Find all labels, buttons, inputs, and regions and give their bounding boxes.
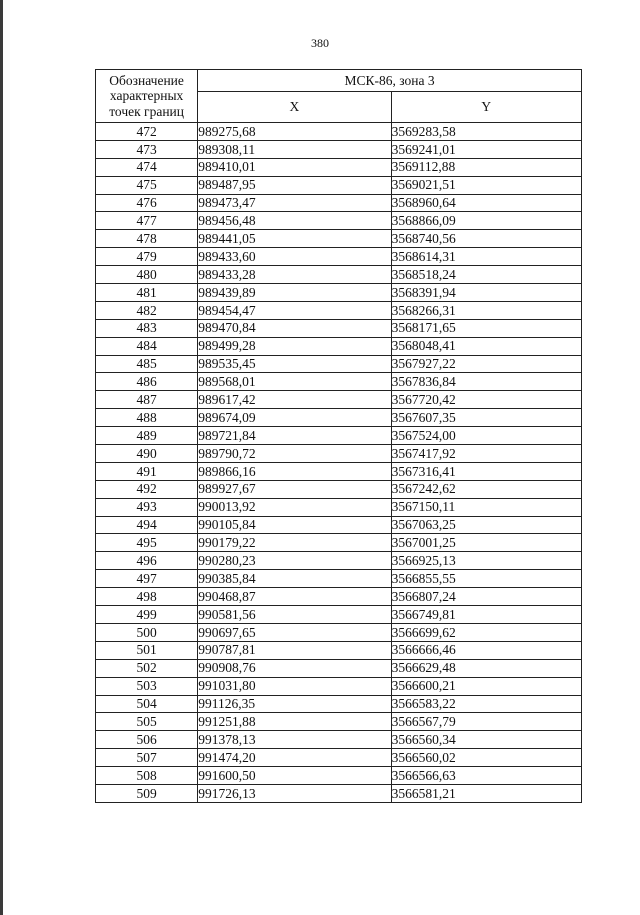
table-row [96, 498, 582, 516]
point-id-cell: 488 [96, 409, 198, 427]
y-coordinate-cell: 3567001,25 [391, 534, 581, 552]
table-row [96, 570, 582, 588]
x-coordinate-cell: 991031,80 [198, 677, 391, 695]
point-id-cell: 508 [96, 767, 198, 785]
y-coordinate-cell: 3567417,92 [391, 445, 581, 463]
point-id-cell: 501 [96, 641, 198, 659]
point-id-cell: 474 [96, 158, 198, 176]
table-row [96, 552, 582, 570]
point-id-cell: 504 [96, 695, 198, 713]
y-coordinate-cell: 3566699,62 [391, 623, 581, 641]
x-coordinate-cell: 989487,95 [198, 176, 391, 194]
x-coordinate-cell: 989275,68 [198, 123, 391, 141]
x-coordinate-cell: 990908,76 [198, 659, 391, 677]
table-row [96, 194, 582, 212]
y-coordinate-cell: 3567242,62 [391, 480, 581, 498]
table-row [96, 677, 582, 695]
point-id-cell: 500 [96, 623, 198, 641]
table-row [96, 534, 582, 552]
x-coordinate-cell: 989866,16 [198, 462, 391, 480]
y-coordinate-cell: 3566666,46 [391, 641, 581, 659]
x-coordinate-cell: 991378,13 [198, 731, 391, 749]
y-coordinate-cell: 3566925,13 [391, 552, 581, 570]
y-coordinate-cell: 3567524,00 [391, 427, 581, 445]
point-id-cell: 489 [96, 427, 198, 445]
x-coordinate-cell: 991251,88 [198, 713, 391, 731]
table-row [96, 606, 582, 624]
x-coordinate-cell: 990787,81 [198, 641, 391, 659]
x-coordinate-cell: 991726,13 [198, 784, 391, 802]
x-coordinate-cell: 989473,47 [198, 194, 391, 212]
point-id-cell: 477 [96, 212, 198, 230]
y-coordinate-cell: 3568048,41 [391, 337, 581, 355]
point-id-cell: 475 [96, 176, 198, 194]
point-id-cell: 502 [96, 659, 198, 677]
table-row [96, 176, 582, 194]
table-row [96, 266, 582, 284]
table-row [96, 212, 582, 230]
point-id-cell: 497 [96, 570, 198, 588]
table-row [96, 713, 582, 731]
x-coordinate-cell: 990468,87 [198, 588, 391, 606]
x-coordinate-cell: 989441,05 [198, 230, 391, 248]
table-row [96, 480, 582, 498]
x-coordinate-cell: 990697,65 [198, 623, 391, 641]
y-coordinate-cell: 3567836,84 [391, 373, 581, 391]
table-header [96, 70, 582, 123]
table-row [96, 301, 582, 319]
point-id-cell: 482 [96, 301, 198, 319]
table-row [96, 140, 582, 158]
table-row [96, 623, 582, 641]
y-coordinate-cell: 3566855,55 [391, 570, 581, 588]
table-row [96, 749, 582, 767]
point-id-cell: 493 [96, 498, 198, 516]
point-id-cell: 507 [96, 749, 198, 767]
point-id-cell: 490 [96, 445, 198, 463]
table-row [96, 373, 582, 391]
y-coordinate-cell: 3567150,11 [391, 498, 581, 516]
header-coordinate-system: МСК-86, зона 3 [198, 70, 582, 92]
table-row [96, 731, 582, 749]
y-coordinate-cell: 3568171,65 [391, 319, 581, 337]
x-coordinate-cell: 989790,72 [198, 445, 391, 463]
point-id-cell: 506 [96, 731, 198, 749]
page-number: 380 [311, 36, 329, 50]
table-row [96, 588, 582, 606]
table-row [96, 337, 582, 355]
y-coordinate-cell: 3566600,21 [391, 677, 581, 695]
y-coordinate-cell: 3568614,31 [391, 248, 581, 266]
y-coordinate-cell: 3566566,63 [391, 767, 581, 785]
x-coordinate-cell: 989535,45 [198, 355, 391, 373]
point-id-cell: 480 [96, 266, 198, 284]
y-coordinate-cell: 3566749,81 [391, 606, 581, 624]
coordinates-table [95, 69, 582, 803]
x-coordinate-cell: 989439,89 [198, 284, 391, 302]
x-coordinate-cell: 989308,11 [198, 140, 391, 158]
point-id-cell: 478 [96, 230, 198, 248]
y-coordinate-cell: 3566581,21 [391, 784, 581, 802]
y-coordinate-cell: 3568866,09 [391, 212, 581, 230]
table-row [96, 248, 582, 266]
table-row [96, 123, 582, 141]
table-row [96, 659, 582, 677]
x-coordinate-cell: 990581,56 [198, 606, 391, 624]
header-x: X [198, 92, 391, 123]
point-id-cell: 476 [96, 194, 198, 212]
point-id-cell: 491 [96, 462, 198, 480]
y-coordinate-cell: 3566560,02 [391, 749, 581, 767]
x-coordinate-cell: 990280,23 [198, 552, 391, 570]
y-coordinate-cell: 3568960,64 [391, 194, 581, 212]
x-coordinate-cell: 989433,28 [198, 266, 391, 284]
point-id-cell: 496 [96, 552, 198, 570]
table-row [96, 409, 582, 427]
y-coordinate-cell: 3566583,22 [391, 695, 581, 713]
table-row [96, 462, 582, 480]
point-id-cell: 503 [96, 677, 198, 695]
y-coordinate-cell: 3568518,24 [391, 266, 581, 284]
y-coordinate-cell: 3567316,41 [391, 462, 581, 480]
table-row [96, 355, 582, 373]
point-id-cell: 484 [96, 337, 198, 355]
point-id-cell: 479 [96, 248, 198, 266]
y-coordinate-cell: 3567927,22 [391, 355, 581, 373]
y-coordinate-cell: 3568391,94 [391, 284, 581, 302]
scan-edge [0, 0, 3, 915]
x-coordinate-cell: 989721,84 [198, 427, 391, 445]
point-id-cell: 486 [96, 373, 198, 391]
x-coordinate-cell: 989454,47 [198, 301, 391, 319]
x-coordinate-cell: 989470,84 [198, 319, 391, 337]
table-row [96, 767, 582, 785]
y-coordinate-cell: 3568740,56 [391, 230, 581, 248]
x-coordinate-cell: 990385,84 [198, 570, 391, 588]
x-coordinate-cell: 989927,67 [198, 480, 391, 498]
y-coordinate-cell: 3569241,01 [391, 140, 581, 158]
y-coordinate-cell: 3567720,42 [391, 391, 581, 409]
y-coordinate-cell: 3569283,58 [391, 123, 581, 141]
x-coordinate-cell: 989674,09 [198, 409, 391, 427]
point-id-cell: 498 [96, 588, 198, 606]
y-coordinate-cell: 3566629,48 [391, 659, 581, 677]
table-body [96, 123, 582, 803]
table-row [96, 284, 582, 302]
y-coordinate-cell: 3569021,51 [391, 176, 581, 194]
y-coordinate-cell: 3566560,34 [391, 731, 581, 749]
header-point-label: Обозначение характерных точек границ [96, 70, 198, 123]
x-coordinate-cell: 989433,60 [198, 248, 391, 266]
x-coordinate-cell: 989499,28 [198, 337, 391, 355]
table-row [96, 427, 582, 445]
point-id-cell: 495 [96, 534, 198, 552]
point-id-cell: 483 [96, 319, 198, 337]
point-id-cell: 472 [96, 123, 198, 141]
x-coordinate-cell: 991126,35 [198, 695, 391, 713]
x-coordinate-cell: 989456,48 [198, 212, 391, 230]
x-coordinate-cell: 989568,01 [198, 373, 391, 391]
point-id-cell: 487 [96, 391, 198, 409]
header-y: Y [391, 92, 581, 123]
x-coordinate-cell: 990013,92 [198, 498, 391, 516]
table-row [96, 784, 582, 802]
y-coordinate-cell: 3566807,24 [391, 588, 581, 606]
x-coordinate-cell: 991474,20 [198, 749, 391, 767]
point-id-cell: 509 [96, 784, 198, 802]
x-coordinate-cell: 990105,84 [198, 516, 391, 534]
table-row [96, 516, 582, 534]
point-id-cell: 473 [96, 140, 198, 158]
point-id-cell: 505 [96, 713, 198, 731]
table-row [96, 391, 582, 409]
y-coordinate-cell: 3568266,31 [391, 301, 581, 319]
y-coordinate-cell: 3569112,88 [391, 158, 581, 176]
y-coordinate-cell: 3566567,79 [391, 713, 581, 731]
x-coordinate-cell: 990179,22 [198, 534, 391, 552]
y-coordinate-cell: 3567607,35 [391, 409, 581, 427]
x-coordinate-cell: 989410,01 [198, 158, 391, 176]
table-row [96, 695, 582, 713]
x-coordinate-cell: 989617,42 [198, 391, 391, 409]
table-row [96, 319, 582, 337]
point-id-cell: 485 [96, 355, 198, 373]
point-id-cell: 481 [96, 284, 198, 302]
table-row [96, 445, 582, 463]
y-coordinate-cell: 3567063,25 [391, 516, 581, 534]
table-row [96, 641, 582, 659]
table-row [96, 158, 582, 176]
point-id-cell: 492 [96, 480, 198, 498]
point-id-cell: 499 [96, 606, 198, 624]
x-coordinate-cell: 991600,50 [198, 767, 391, 785]
table-row [96, 230, 582, 248]
point-id-cell: 494 [96, 516, 198, 534]
